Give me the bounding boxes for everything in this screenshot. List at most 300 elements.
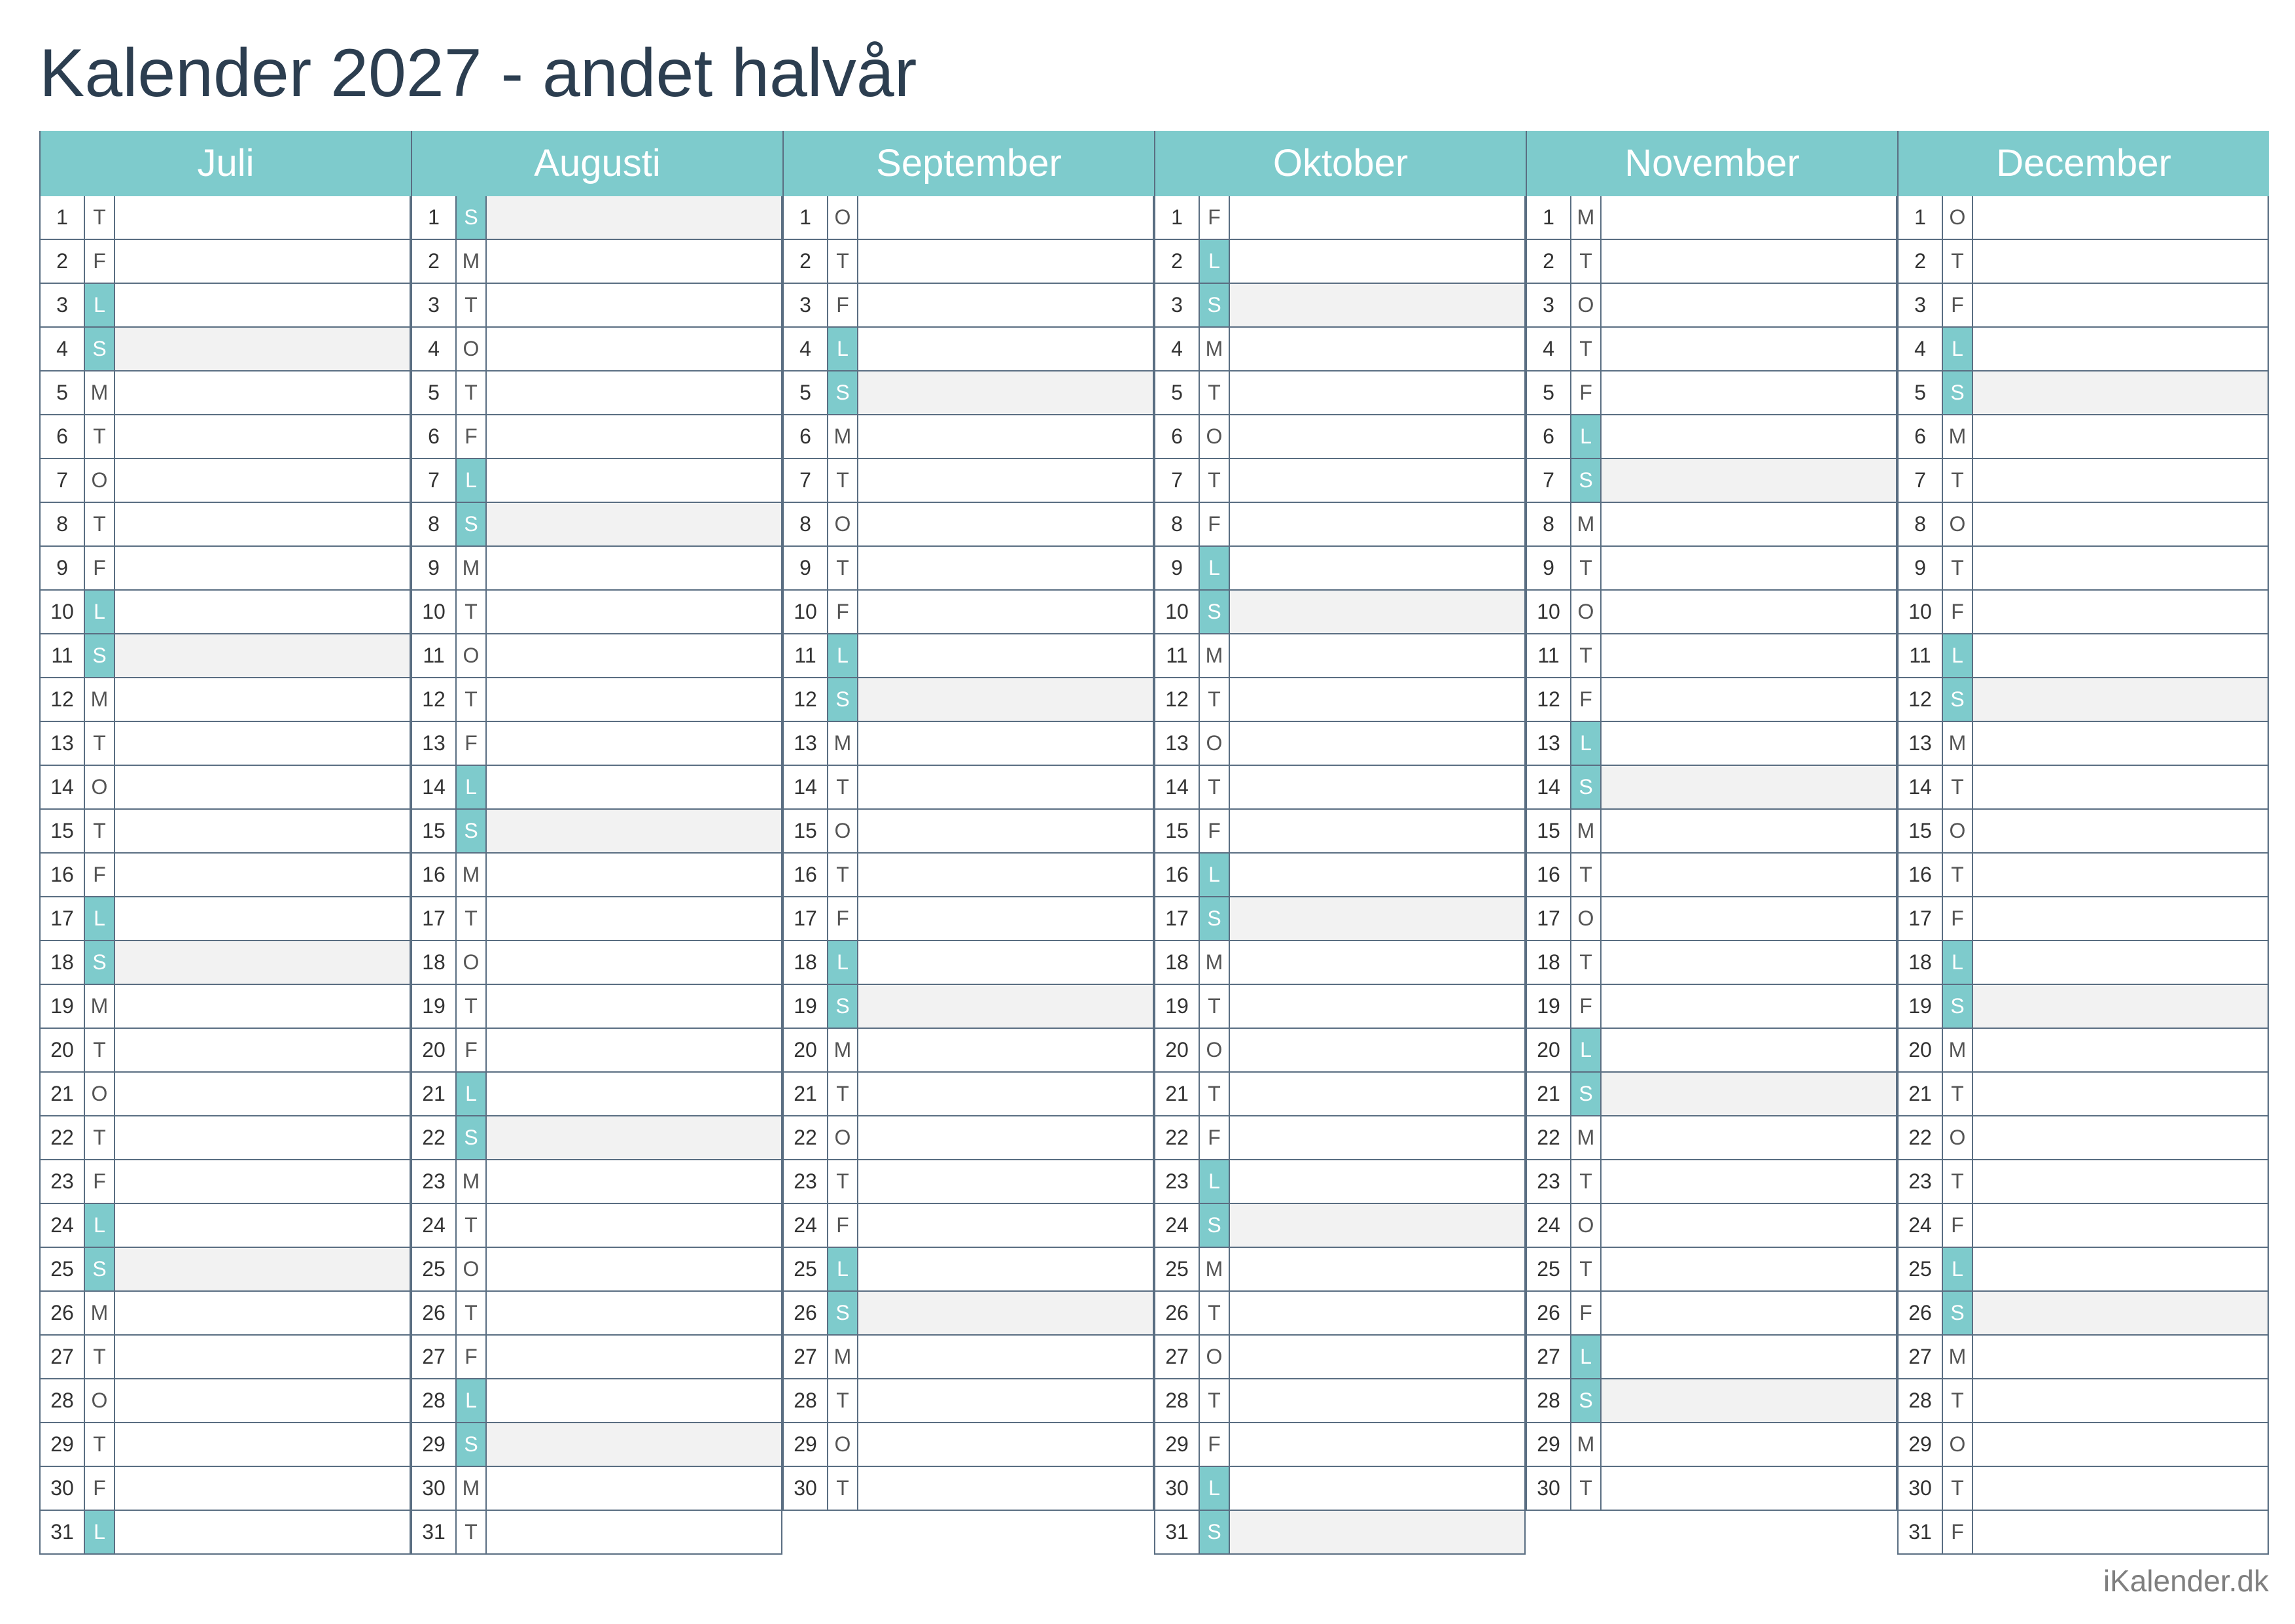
- note-cell[interactable]: [858, 1467, 1153, 1510]
- note-cell[interactable]: [1973, 1160, 2268, 1203]
- note-cell[interactable]: [1602, 1073, 1896, 1115]
- weekday-letter: L: [1943, 634, 1973, 677]
- weekday-letter: L: [1943, 328, 1973, 370]
- day-list: [1526, 196, 1897, 1511]
- day-number: 1: [1899, 196, 1943, 239]
- day-number: 31: [41, 1511, 85, 1553]
- weekday-letter: S: [1200, 1511, 1230, 1553]
- day-number: 15: [784, 810, 828, 852]
- note-cell[interactable]: [1973, 547, 2268, 589]
- note-cell[interactable]: [1973, 854, 2268, 896]
- note-cell[interactable]: [1230, 1511, 1524, 1553]
- note-cell[interactable]: [1973, 678, 2268, 721]
- note-cell[interactable]: [487, 1204, 781, 1247]
- day-number: 14: [412, 766, 457, 808]
- month-header: Oktober: [1154, 131, 1526, 196]
- day-row: [411, 1336, 782, 1379]
- note-cell[interactable]: [1230, 678, 1524, 721]
- note-cell[interactable]: [1230, 1379, 1524, 1422]
- note-cell[interactable]: [1230, 1160, 1524, 1203]
- day-row: [1897, 1204, 2269, 1248]
- note-cell[interactable]: [115, 1292, 410, 1334]
- day-row: [782, 810, 1154, 854]
- note-cell[interactable]: [1230, 1467, 1524, 1510]
- note-cell[interactable]: [1602, 1029, 1896, 1071]
- note-cell[interactable]: [858, 591, 1153, 633]
- note-cell[interactable]: [487, 854, 781, 896]
- note-cell[interactable]: [1230, 1073, 1524, 1115]
- weekday-letter: T: [1943, 547, 1973, 589]
- note-cell[interactable]: [487, 1511, 781, 1553]
- day-row: [782, 678, 1154, 722]
- note-cell[interactable]: [115, 766, 410, 808]
- day-number: 22: [1527, 1116, 1571, 1159]
- note-cell[interactable]: [115, 634, 410, 677]
- note-cell[interactable]: [1973, 415, 2268, 458]
- note-cell[interactable]: [1230, 634, 1524, 677]
- weekday-letter: F: [828, 1204, 858, 1247]
- day-row: [411, 1511, 782, 1555]
- note-cell[interactable]: [858, 854, 1153, 896]
- day-number: 20: [1527, 1029, 1571, 1071]
- note-cell[interactable]: [115, 678, 410, 721]
- note-cell[interactable]: [115, 240, 410, 283]
- day-row: [782, 1292, 1154, 1336]
- note-cell[interactable]: [487, 1248, 781, 1290]
- note-cell[interactable]: [115, 897, 410, 940]
- weekday-letter: T: [1943, 459, 1973, 502]
- weekday-letter: O: [828, 1116, 858, 1159]
- note-cell[interactable]: [1602, 240, 1896, 283]
- note-cell[interactable]: [1230, 1336, 1524, 1378]
- note-cell[interactable]: [1973, 1029, 2268, 1071]
- note-cell[interactable]: [1973, 722, 2268, 765]
- weekday-letter: F: [1571, 985, 1602, 1028]
- note-cell[interactable]: [1973, 766, 2268, 808]
- note-cell[interactable]: [487, 547, 781, 589]
- day-number: 7: [1155, 459, 1200, 502]
- note-cell[interactable]: [1973, 591, 2268, 633]
- note-cell[interactable]: [1230, 1204, 1524, 1247]
- note-cell[interactable]: [858, 766, 1153, 808]
- day-number: 6: [412, 415, 457, 458]
- note-cell[interactable]: [115, 854, 410, 896]
- note-cell[interactable]: [487, 1292, 781, 1334]
- note-cell[interactable]: [1230, 328, 1524, 370]
- note-cell[interactable]: [1602, 810, 1896, 852]
- note-cell[interactable]: [487, 328, 781, 370]
- note-cell[interactable]: [115, 1511, 410, 1553]
- note-cell[interactable]: [1602, 547, 1896, 589]
- day-row: [1897, 1511, 2269, 1555]
- day-number: 12: [41, 678, 85, 721]
- note-cell[interactable]: [1973, 1379, 2268, 1422]
- note-cell[interactable]: [1230, 1029, 1524, 1071]
- note-cell[interactable]: [1230, 766, 1524, 808]
- day-row: [782, 1379, 1154, 1423]
- note-cell[interactable]: [1602, 678, 1896, 721]
- day-row: [782, 547, 1154, 591]
- note-cell[interactable]: [858, 722, 1153, 765]
- day-row: [782, 941, 1154, 985]
- weekday-letter: O: [1200, 722, 1230, 765]
- note-cell[interactable]: [1602, 284, 1896, 326]
- weekday-letter: S: [828, 371, 858, 414]
- day-row: [782, 985, 1154, 1029]
- weekday-letter: F: [457, 1336, 487, 1378]
- day-row: [39, 678, 411, 722]
- note-cell[interactable]: [1973, 941, 2268, 984]
- note-cell[interactable]: [487, 1379, 781, 1422]
- note-cell[interactable]: [858, 941, 1153, 984]
- note-cell[interactable]: [115, 941, 410, 984]
- day-row: [39, 503, 411, 547]
- note-cell[interactable]: [858, 897, 1153, 940]
- day-number: 6: [1155, 415, 1200, 458]
- day-number: 9: [412, 547, 457, 589]
- note-cell[interactable]: [487, 897, 781, 940]
- note-cell[interactable]: [487, 678, 781, 721]
- day-row: [39, 810, 411, 854]
- note-cell[interactable]: [487, 634, 781, 677]
- note-cell[interactable]: [858, 1248, 1153, 1290]
- note-cell[interactable]: [1230, 854, 1524, 896]
- day-row: [1526, 1073, 1897, 1116]
- note-cell[interactable]: [858, 284, 1153, 326]
- day-number: 23: [41, 1160, 85, 1203]
- note-cell[interactable]: [487, 196, 781, 239]
- note-cell[interactable]: [858, 634, 1153, 677]
- weekday-letter: M: [457, 240, 487, 283]
- note-cell[interactable]: [1230, 1248, 1524, 1290]
- note-cell[interactable]: [858, 459, 1153, 502]
- day-number: 27: [784, 1336, 828, 1378]
- note-cell[interactable]: [1230, 591, 1524, 633]
- note-cell[interactable]: [1973, 634, 2268, 677]
- note-cell[interactable]: [1230, 810, 1524, 852]
- note-cell[interactable]: [1602, 722, 1896, 765]
- weekday-letter: T: [85, 503, 115, 545]
- note-cell[interactable]: [1973, 810, 2268, 852]
- note-cell[interactable]: [487, 810, 781, 852]
- note-cell[interactable]: [1230, 196, 1524, 239]
- day-number: 16: [1527, 854, 1571, 896]
- note-cell[interactable]: [487, 459, 781, 502]
- weekday-letter: S: [1943, 1292, 1973, 1334]
- day-row: [39, 1292, 411, 1336]
- day-number: 22: [412, 1116, 457, 1159]
- day-row: [1154, 196, 1526, 240]
- note-cell[interactable]: [1973, 1116, 2268, 1159]
- day-number: 24: [41, 1204, 85, 1247]
- day-number: 24: [1527, 1204, 1571, 1247]
- note-cell[interactable]: [115, 1248, 410, 1290]
- note-cell[interactable]: [1973, 1204, 2268, 1247]
- day-row: [1897, 503, 2269, 547]
- weekday-letter: F: [1571, 1292, 1602, 1334]
- day-number: 21: [41, 1073, 85, 1115]
- weekday-letter: O: [828, 810, 858, 852]
- note-cell[interactable]: [115, 284, 410, 326]
- day-row: [1154, 1511, 1526, 1555]
- note-cell[interactable]: [115, 371, 410, 414]
- note-cell[interactable]: [1602, 1160, 1896, 1203]
- day-number: 7: [1899, 459, 1943, 502]
- note-cell[interactable]: [858, 1160, 1153, 1203]
- note-cell[interactable]: [115, 1336, 410, 1378]
- day-row: [39, 766, 411, 810]
- day-number: 24: [412, 1204, 457, 1247]
- note-cell[interactable]: [858, 1336, 1153, 1378]
- note-cell[interactable]: [1973, 371, 2268, 414]
- note-cell[interactable]: [858, 240, 1153, 283]
- note-cell[interactable]: [858, 371, 1153, 414]
- note-cell[interactable]: [487, 1160, 781, 1203]
- weekday-letter: L: [1571, 415, 1602, 458]
- weekday-letter: S: [1200, 284, 1230, 326]
- weekday-letter: L: [828, 634, 858, 677]
- note-cell[interactable]: [487, 1116, 781, 1159]
- day-row: [782, 328, 1154, 371]
- note-cell[interactable]: [1973, 1336, 2268, 1378]
- day-row: [1526, 284, 1897, 328]
- note-cell[interactable]: [115, 810, 410, 852]
- note-cell[interactable]: [1602, 1248, 1896, 1290]
- note-cell[interactable]: [115, 459, 410, 502]
- note-cell[interactable]: [115, 547, 410, 589]
- day-row: [1897, 328, 2269, 371]
- weekday-letter: M: [1571, 1116, 1602, 1159]
- note-cell[interactable]: [1602, 1292, 1896, 1334]
- note-cell[interactable]: [1602, 766, 1896, 808]
- note-cell[interactable]: [858, 415, 1153, 458]
- weekday-letter: F: [1200, 1423, 1230, 1466]
- note-cell[interactable]: [1602, 196, 1896, 239]
- day-row: [1526, 1336, 1897, 1379]
- note-cell[interactable]: [1230, 1116, 1524, 1159]
- note-cell[interactable]: [858, 1379, 1153, 1422]
- note-cell[interactable]: [487, 503, 781, 545]
- weekday-letter: T: [457, 985, 487, 1028]
- note-cell[interactable]: [487, 1467, 781, 1510]
- note-cell[interactable]: [1230, 1423, 1524, 1466]
- note-cell[interactable]: [858, 985, 1153, 1028]
- note-cell[interactable]: [487, 1336, 781, 1378]
- weekday-letter: F: [457, 415, 487, 458]
- note-cell[interactable]: [1230, 1292, 1524, 1334]
- note-cell[interactable]: [858, 678, 1153, 721]
- note-cell[interactable]: [1602, 459, 1896, 502]
- note-cell[interactable]: [487, 1029, 781, 1071]
- note-cell[interactable]: [1973, 1292, 2268, 1334]
- month-header: November: [1526, 131, 1897, 196]
- note-cell[interactable]: [858, 1029, 1153, 1071]
- note-cell[interactable]: [115, 1379, 410, 1422]
- note-cell[interactable]: [115, 1160, 410, 1203]
- note-cell[interactable]: [115, 591, 410, 633]
- note-cell[interactable]: [1602, 985, 1896, 1028]
- note-cell[interactable]: [1602, 634, 1896, 677]
- day-number: 28: [1527, 1379, 1571, 1422]
- day-row: [411, 634, 782, 678]
- day-number: 11: [41, 634, 85, 677]
- note-cell[interactable]: [1230, 459, 1524, 502]
- note-cell[interactable]: [1230, 415, 1524, 458]
- weekday-letter: M: [1200, 1248, 1230, 1290]
- day-row: [1897, 591, 2269, 634]
- day-list: [411, 196, 782, 1555]
- note-cell[interactable]: [487, 941, 781, 984]
- weekday-letter: M: [828, 1029, 858, 1071]
- day-row: [1897, 1073, 2269, 1116]
- month-column: [39, 131, 411, 1557]
- note-cell[interactable]: [115, 985, 410, 1028]
- note-cell[interactable]: [1973, 459, 2268, 502]
- day-number: 18: [412, 941, 457, 984]
- note-cell[interactable]: [1230, 985, 1524, 1028]
- note-cell[interactable]: [1973, 503, 2268, 545]
- note-cell[interactable]: [487, 766, 781, 808]
- note-cell[interactable]: [115, 503, 410, 545]
- weekday-letter: F: [85, 1160, 115, 1203]
- note-cell[interactable]: [858, 1116, 1153, 1159]
- day-number: 31: [1899, 1511, 1943, 1553]
- calendar-grid: [39, 131, 2269, 1557]
- note-cell[interactable]: [1973, 1073, 2268, 1115]
- note-cell[interactable]: [858, 810, 1153, 852]
- note-cell[interactable]: [858, 1073, 1153, 1115]
- note-cell[interactable]: [487, 722, 781, 765]
- weekday-letter: T: [85, 722, 115, 765]
- day-row: [1154, 897, 1526, 941]
- note-cell[interactable]: [1973, 985, 2268, 1028]
- day-row: [1897, 1248, 2269, 1292]
- weekday-letter: M: [85, 371, 115, 414]
- note-cell[interactable]: [1230, 240, 1524, 283]
- day-row: [782, 459, 1154, 503]
- note-cell[interactable]: [1602, 328, 1896, 370]
- note-cell[interactable]: [1973, 1467, 2268, 1510]
- note-cell[interactable]: [1602, 941, 1896, 984]
- note-cell[interactable]: [858, 1423, 1153, 1466]
- note-cell[interactable]: [1973, 196, 2268, 239]
- day-number: 18: [1527, 941, 1571, 984]
- note-cell[interactable]: [1973, 284, 2268, 326]
- note-cell[interactable]: [1230, 722, 1524, 765]
- note-cell[interactable]: [858, 1204, 1153, 1247]
- note-cell[interactable]: [115, 196, 410, 239]
- weekday-letter: S: [457, 196, 487, 239]
- note-cell[interactable]: [1602, 503, 1896, 545]
- day-number: 5: [412, 371, 457, 414]
- day-number: 30: [1527, 1467, 1571, 1510]
- day-number: 30: [1155, 1467, 1200, 1510]
- note-cell[interactable]: [115, 1204, 410, 1247]
- day-number: 20: [412, 1029, 457, 1071]
- note-cell[interactable]: [1602, 897, 1896, 940]
- day-row: [1897, 766, 2269, 810]
- weekday-letter: O: [1200, 415, 1230, 458]
- note-cell[interactable]: [1230, 284, 1524, 326]
- weekday-letter: M: [85, 1292, 115, 1334]
- day-row: [411, 591, 782, 634]
- weekday-letter: T: [828, 854, 858, 896]
- note-cell[interactable]: [1973, 1248, 2268, 1290]
- note-cell[interactable]: [1230, 371, 1524, 414]
- note-cell[interactable]: [487, 284, 781, 326]
- note-cell[interactable]: [1230, 897, 1524, 940]
- note-cell[interactable]: [115, 415, 410, 458]
- note-cell[interactable]: [1602, 591, 1896, 633]
- note-cell[interactable]: [487, 240, 781, 283]
- note-cell[interactable]: [1973, 897, 2268, 940]
- note-cell[interactable]: [115, 1073, 410, 1115]
- day-number: 10: [1527, 591, 1571, 633]
- note-cell[interactable]: [858, 503, 1153, 545]
- note-cell[interactable]: [858, 328, 1153, 370]
- note-cell[interactable]: [1973, 1423, 2268, 1466]
- note-cell[interactable]: [487, 371, 781, 414]
- note-cell[interactable]: [1602, 371, 1896, 414]
- note-cell[interactable]: [487, 591, 781, 633]
- note-cell[interactable]: [1230, 547, 1524, 589]
- note-cell[interactable]: [1602, 1379, 1896, 1422]
- weekday-letter: F: [1200, 196, 1230, 239]
- note-cell[interactable]: [115, 328, 410, 370]
- note-cell[interactable]: [115, 1467, 410, 1510]
- note-cell[interactable]: [115, 722, 410, 765]
- weekday-letter: F: [1200, 503, 1230, 545]
- note-cell[interactable]: [858, 196, 1153, 239]
- note-cell[interactable]: [1602, 1467, 1896, 1510]
- day-row: [411, 985, 782, 1029]
- day-row: [1154, 1204, 1526, 1248]
- day-row: [782, 1029, 1154, 1073]
- note-cell[interactable]: [115, 1423, 410, 1466]
- note-cell[interactable]: [1230, 503, 1524, 545]
- note-cell[interactable]: [487, 985, 781, 1028]
- day-number: 3: [1899, 284, 1943, 326]
- day-row: [411, 854, 782, 897]
- note-cell[interactable]: [1602, 1204, 1896, 1247]
- day-number: 13: [1527, 722, 1571, 765]
- note-cell[interactable]: [1230, 941, 1524, 984]
- day-number: 28: [1899, 1379, 1943, 1422]
- weekday-letter: T: [1943, 1467, 1973, 1510]
- note-cell[interactable]: [858, 1292, 1153, 1334]
- day-number: 4: [1155, 328, 1200, 370]
- day-number: 30: [784, 1467, 828, 1510]
- note-cell[interactable]: [115, 1029, 410, 1071]
- note-cell[interactable]: [487, 1423, 781, 1466]
- note-cell[interactable]: [487, 1073, 781, 1115]
- note-cell[interactable]: [1602, 415, 1896, 458]
- day-number: 2: [1527, 240, 1571, 283]
- note-cell[interactable]: [1602, 1423, 1896, 1466]
- day-row: [39, 1116, 411, 1160]
- note-cell[interactable]: [1973, 240, 2268, 283]
- note-cell[interactable]: [1602, 854, 1896, 896]
- note-cell[interactable]: [1973, 328, 2268, 370]
- note-cell[interactable]: [1602, 1336, 1896, 1378]
- note-cell[interactable]: [1973, 1511, 2268, 1553]
- note-cell[interactable]: [487, 415, 781, 458]
- note-cell[interactable]: [115, 1116, 410, 1159]
- day-row: [39, 1204, 411, 1248]
- note-cell[interactable]: [858, 547, 1153, 589]
- note-cell[interactable]: [1602, 1116, 1896, 1159]
- weekday-letter: T: [85, 1423, 115, 1466]
